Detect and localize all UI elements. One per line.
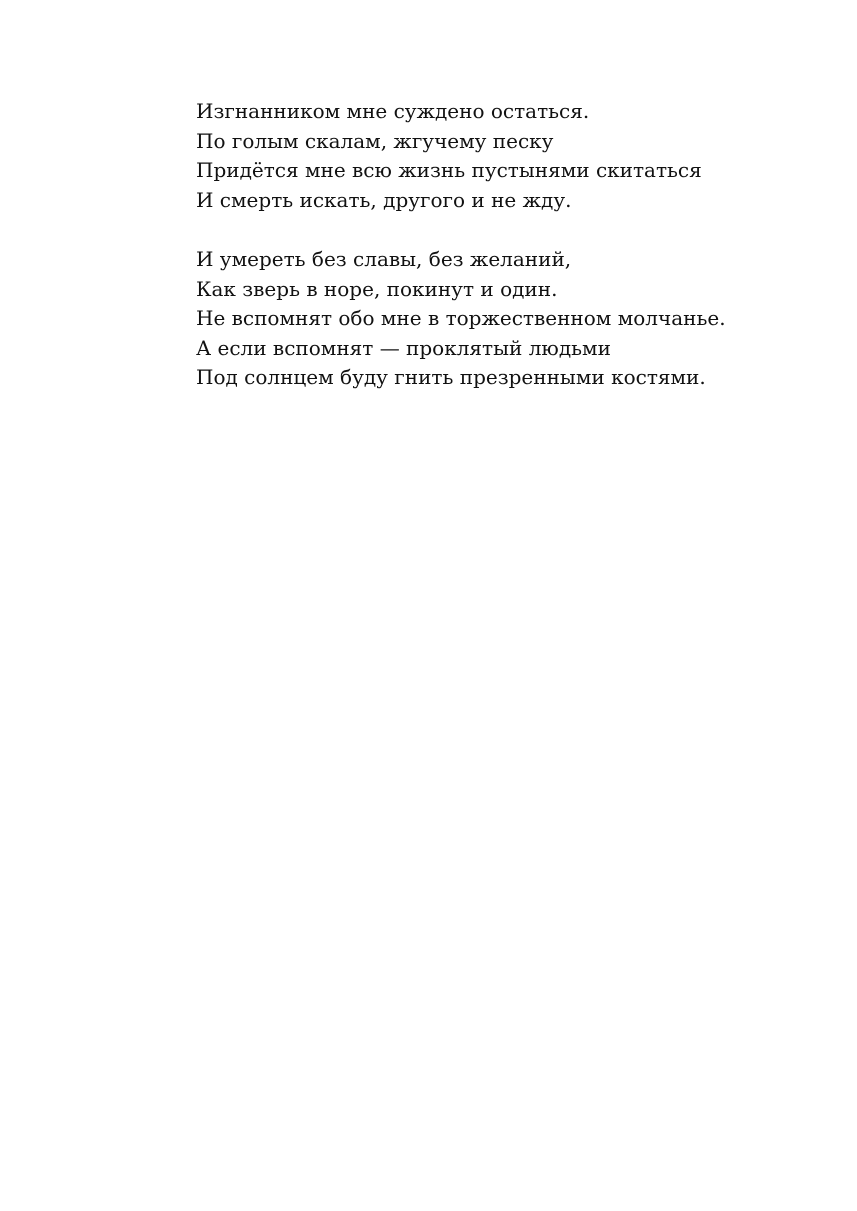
poem-line: Придётся мне всю жизнь пустынями скитаться [196, 158, 702, 183]
stanza-1 [196, 97, 816, 215]
poem-line: Изгнанником мне суждено остаться. [196, 99, 590, 123]
poem-line: А если вспомнят — проклятый людьми [196, 335, 611, 360]
poem-line: И умереть без славы, без желаний, [196, 246, 572, 271]
poem-line: Под солнцем буду гнить презренными костями. [196, 365, 706, 390]
poem-line: Как зверь в норе, покинут и один. [196, 276, 558, 301]
poem-line: Не вспомнят обо мне в торжественном молчанье. [196, 306, 726, 331]
poem-line: По голым скалам, жгучему песку [196, 128, 554, 153]
poem [196, 97, 816, 393]
poem-line: И смерть искать, другого и не жду. [196, 187, 572, 212]
stanza-2 [196, 245, 816, 393]
